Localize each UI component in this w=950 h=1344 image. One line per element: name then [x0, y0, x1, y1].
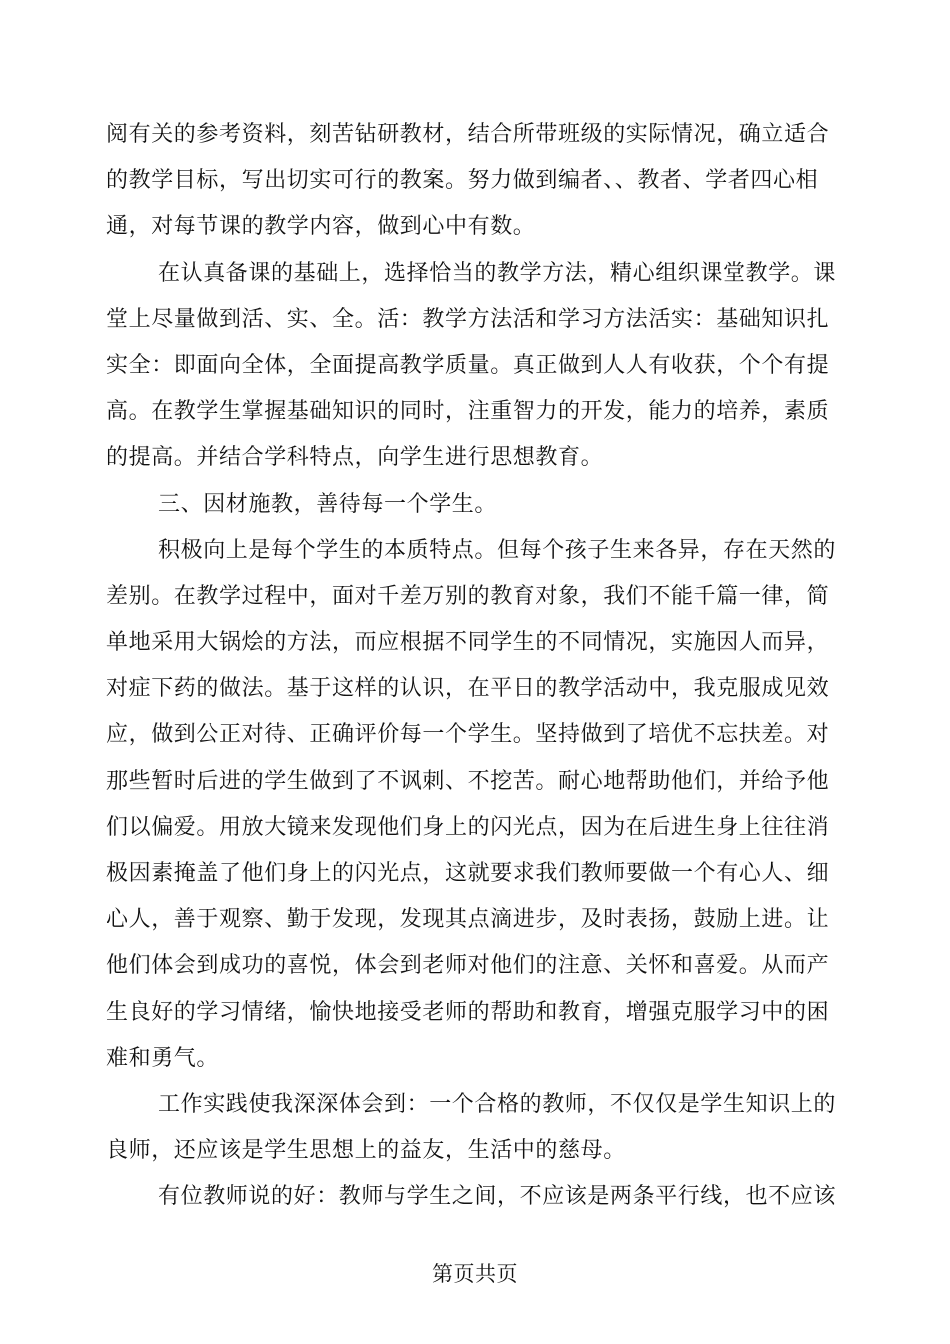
text-line: 那些暂时后进的学生做到了不讽刺、不挖苦。耐心地帮助他们，并给予他 [106, 768, 830, 794]
text-line: 的提高。并结合学科特点，向学生进行思想教育。 [106, 445, 604, 471]
text-line: 差别。在教学过程中，面对千差万别的教育对象，我们不能千篇一律，简 [106, 583, 830, 609]
text-line: 堂上尽量做到活、实、全。活：教学方法活和学习方法活实：基础知识扎 [106, 306, 830, 332]
page-footer: 第页共页 [432, 1262, 518, 1286]
text-line: 的教学目标，写出切实可行的教案。努力做到编者、、教者、学者四心相 [106, 168, 819, 194]
text-line: 阅有关的参考资料，刻苦钻研教材，结合所带班级的实际情况，确立适合 [106, 122, 830, 147]
text-line: 通，对每节课的教学内容，做到心中有数。 [106, 214, 536, 240]
text-line: 实全：即面向全体，全面提高教学质量。真正做到人人有收获，个个有提 [106, 352, 830, 378]
text-line: 三、因材施教，善待每一个学生。 [158, 491, 498, 517]
text-line: 对症下药的做法。基于这样的认识，在平日的教学活动中，我克服成见效 [106, 676, 830, 702]
text-line: 积极向上是每个学生的本质特点。但每个孩子生来各异，存在天然的 [158, 537, 837, 563]
text-line: 单地采用大锅烩的方法，而应根据不同学生的不同情况，实施因人而异， [106, 630, 830, 656]
text-line: 在认真备课的基础上，选择恰当的教学方法，精心组织课堂教学。课 [158, 260, 837, 286]
text-line: 极因素掩盖了他们身上的闪光点，这就要求我们教师要做一个有心人、细 [106, 861, 830, 886]
text-line: 良师，还应该是学生思想上的益友，生活中的慈母。 [106, 1138, 626, 1164]
text-line: 工作实践使我深深体会到：一个合格的教师，不仅仅是学生知识上的 [158, 1091, 837, 1117]
text-line: 高。在教学生掌握基础知识的同时，注重智力的开发，能力的培养，素质 [106, 399, 830, 425]
text-line: 他们体会到成功的喜悦，体会到老师对他们的注意、关怀和喜爱。从而产 [106, 953, 830, 979]
text-line: 生良好的学习情绪，愉快地接受老师的帮助和教育，增强克服学习中的困 [106, 999, 830, 1025]
text-line: 难和勇气。 [106, 1045, 220, 1071]
text-line: 们以偏爱。用放大镜来发现他们身上的闪光点，因为在后进生身上往往消 [106, 814, 830, 840]
text-line: 应，做到公正对待、正确评价每一个学生。坚持做到了培优不忘扶差。对 [106, 722, 830, 748]
body-text [106, 112, 842, 1221]
text-line: 心人，善于观察、勤于发现，发现其点滴进步，及时表扬，鼓励上进。让 [106, 907, 830, 933]
text-line: 有位教师说的好：教师与学生之间，不应该是两条平行线，也不应该 [158, 1184, 837, 1210]
